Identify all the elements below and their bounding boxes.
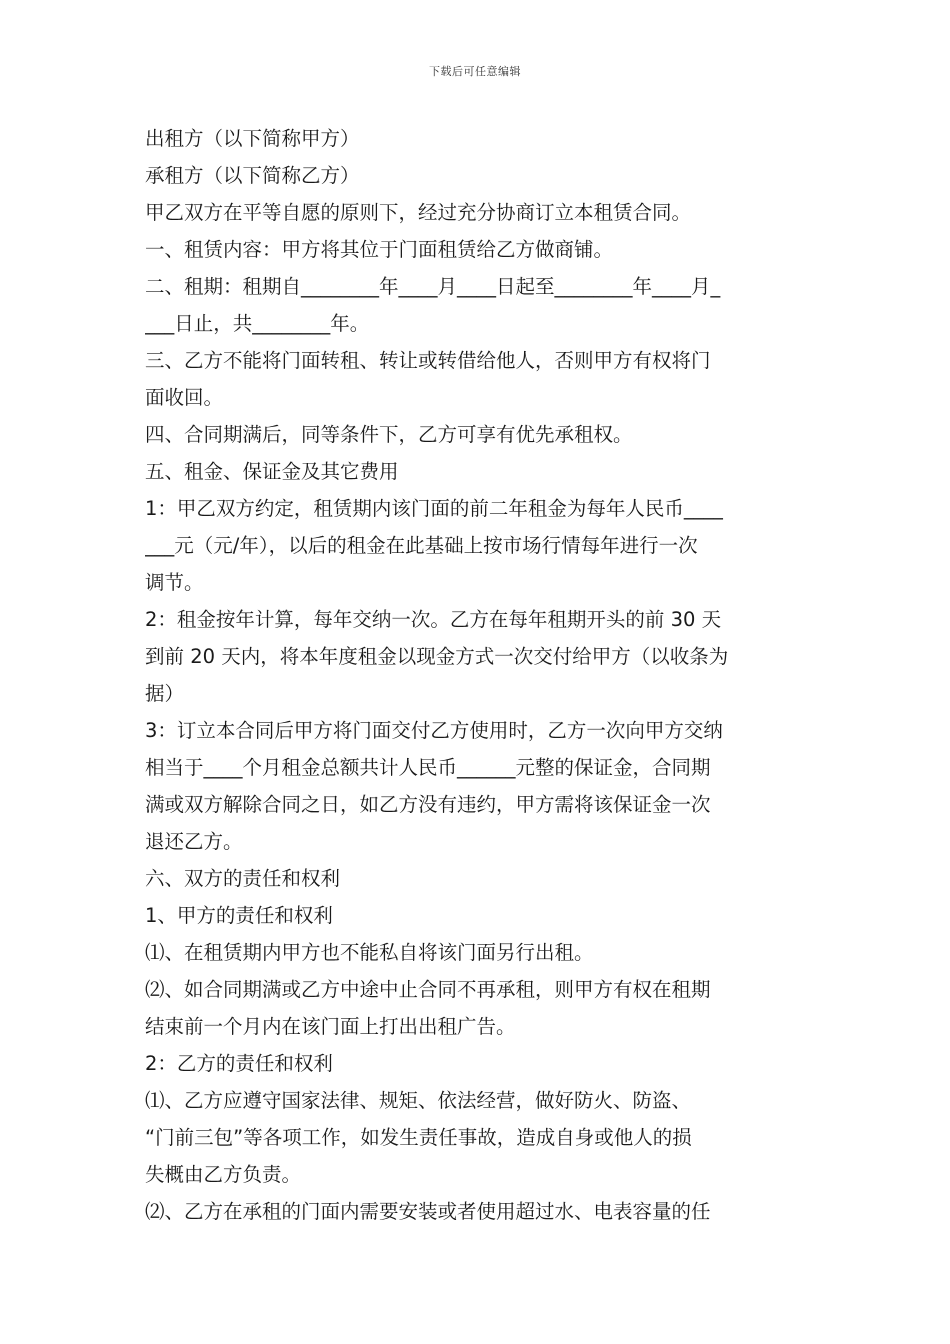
line-preamble: 甲乙双方在平等自愿的原则下，经过充分协商订立本租赁合同。 [145,201,692,224]
line-rent-1b: ___元（元/年），以后的租金在此基础上按市场行情每年进行一次 [145,534,698,557]
line-rent-2b: 到前 20 天内，将本年度租金以现金方式一次交付给甲方（以收条为 [145,645,729,668]
line-deposit-a: 3：订立本合同后甲方将门面交付乙方使用时，乙方一次向甲方交纳 [145,719,723,742]
line-party-a: 出租方（以下简称甲方） [145,127,360,150]
line-clause-5-heading: 五、租金、保证金及其它费用 [145,460,399,483]
line-party-a-item-1: ⑴、在租赁期内甲方也不能私自将该门面另行出租。 [145,941,594,964]
line-rent-1c: 调节。 [145,571,204,594]
line-clause-4: 四、合同期满后，同等条件下，乙方可享有优先承租权。 [145,423,633,446]
line-rent-2c: 据） [145,682,185,705]
line-clause-1: 一、租赁内容：甲方将其位于门面租赁给乙方做商铺。 [145,238,614,261]
line-rent-1a: 1：甲乙双方约定，租赁期内该门面的前二年租金为每年人民币____ [145,497,723,520]
line-deposit-b: 相当于____个月租金总额共计人民币______元整的保证金，合同期 [145,756,711,779]
line-deposit-d: 退还乙方。 [145,830,243,853]
line-clause-2a: 二、租期：租期自________年____月____日起至________年____月_ [145,275,721,298]
line-clause-2b: ___日止，共________年。 [145,312,370,335]
line-party-a-heading: 1、甲方的责任和权利 [145,904,333,927]
line-deposit-c: 满或双方解除合同之日，如乙方没有违约，甲方需将该保证金一次 [145,793,711,816]
page-header: 下载后可任意编辑 [429,65,521,78]
line-clause-3b: 面收回。 [145,386,224,409]
line-party-b: 承租方（以下简称乙方） [145,164,360,187]
line-party-a-item-2b: 结束前一个月内在该门面上打出出租广告。 [145,1015,516,1038]
contract-body [145,120,813,1230]
line-party-a-item-2a: ⑵、如合同期满或乙方中途中止合同不再承租，则甲方有权在租期 [145,978,711,1001]
line-rent-2a: 2：租金按年计算，每年交纳一次。乙方在每年租期开头的前 30 天 [145,608,722,631]
line-party-b-item-1b: “门前三包”等各项工作，如发生责任事故，造成自身或他人的损 [145,1126,692,1149]
line-party-b-item-1c: 失概由乙方负责。 [145,1163,302,1186]
line-party-b-item-2a: ⑵、乙方在承租的门面内需要安装或者使用超过水、电表容量的任 [145,1200,711,1223]
line-clause-6-heading: 六、双方的责任和权利 [145,867,341,890]
line-party-b-heading: 2：乙方的责任和权利 [145,1052,333,1075]
line-clause-3a: 三、乙方不能将门面转租、转让或转借给他人，否则甲方有权将门 [145,349,711,372]
line-party-b-item-1a: ⑴、乙方应遵守国家法律、规矩、依法经营，做好防火、防盗、 [145,1089,692,1112]
